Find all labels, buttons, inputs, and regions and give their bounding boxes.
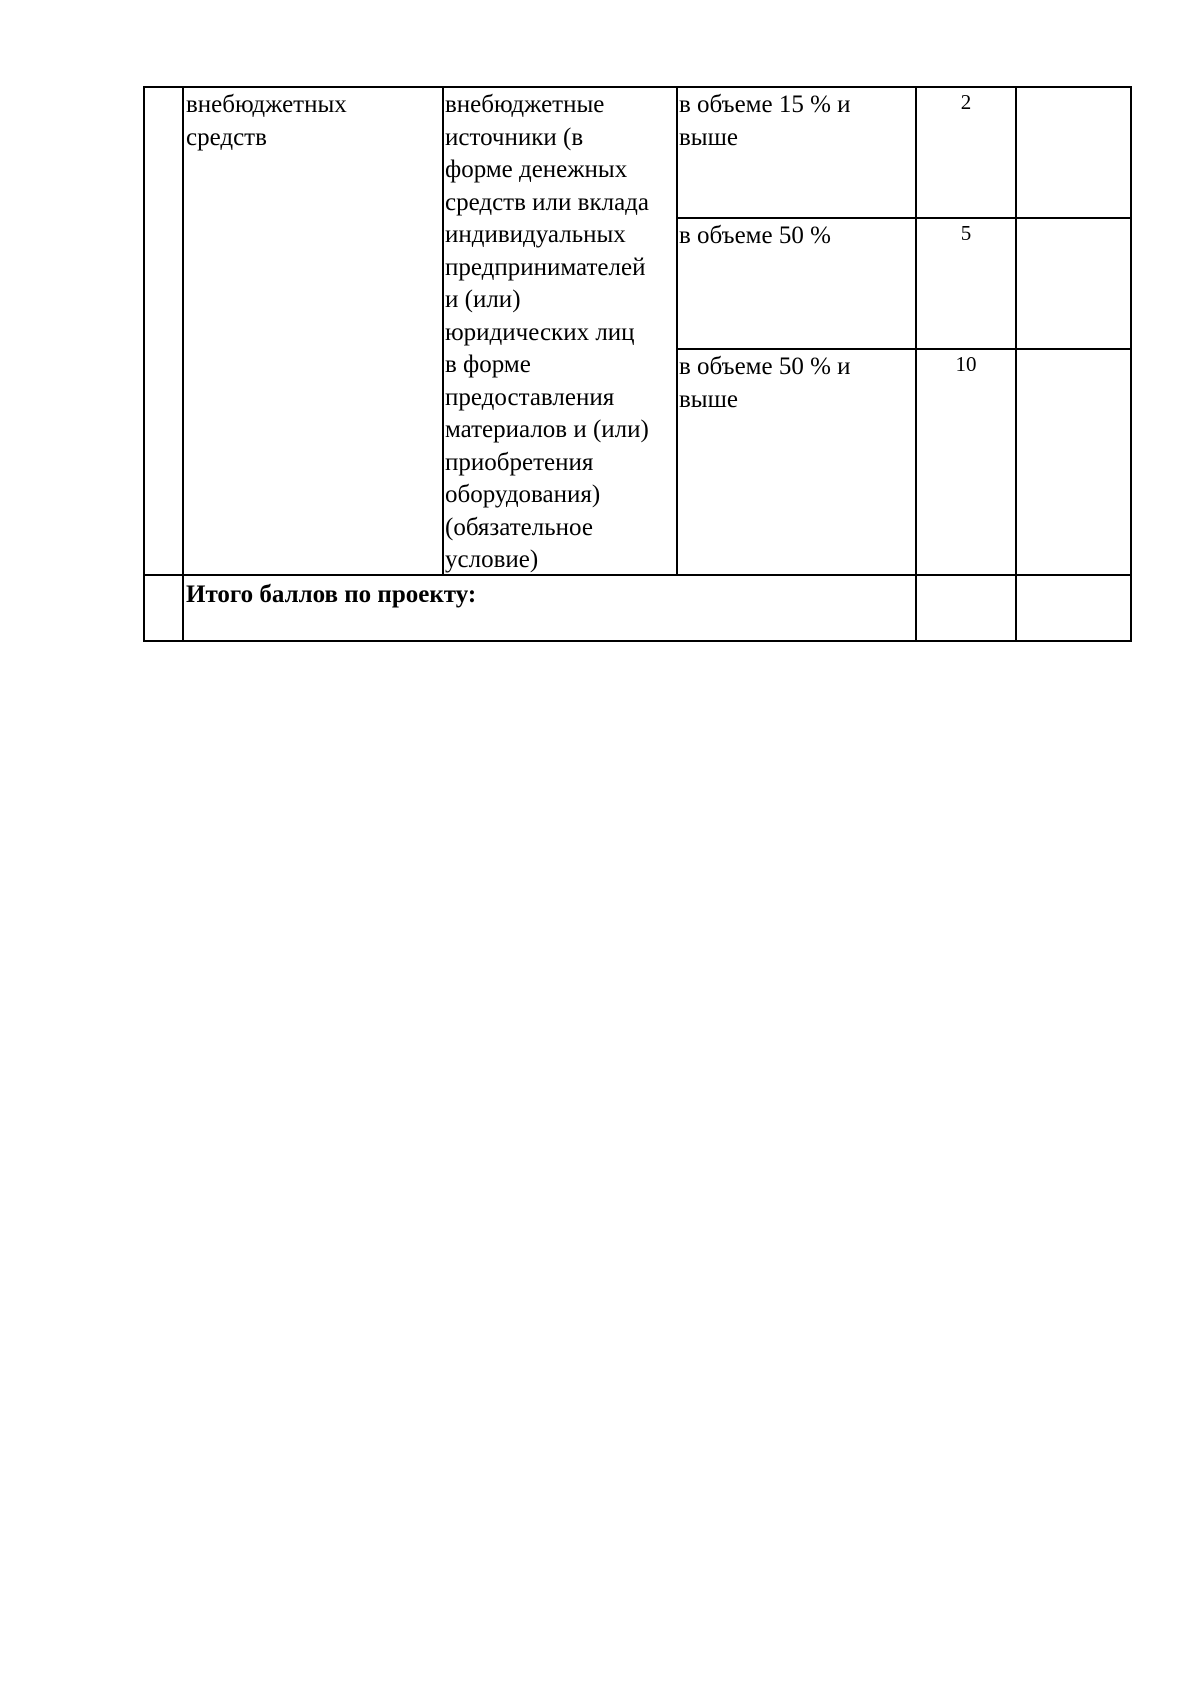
criterion-cell: внебюджетных средств (186, 91, 347, 151)
total-extra-cell[interactable] (1017, 576, 1130, 640)
option-label-2: в объеме 50 % (679, 222, 831, 249)
source-cell: внебюджетные источники (в форме денежных средств или вклада индивидуальных предпринимателей и (или) юридических лиц в форме предоставления материалов и (или) приобретения оборудования) (обязательное условие) (445, 91, 649, 573)
option-label-3: в объеме 50 % и выше (679, 353, 851, 413)
option-score-2: 5 (960, 221, 972, 245)
option-score-3: 10 (955, 352, 977, 376)
option-score-1: 2 (960, 90, 972, 114)
option-label-1: в объеме 15 % и выше (679, 91, 851, 151)
total-score-cell[interactable] (917, 576, 1015, 640)
total-label: Итого баллов по проекту: (186, 581, 477, 608)
